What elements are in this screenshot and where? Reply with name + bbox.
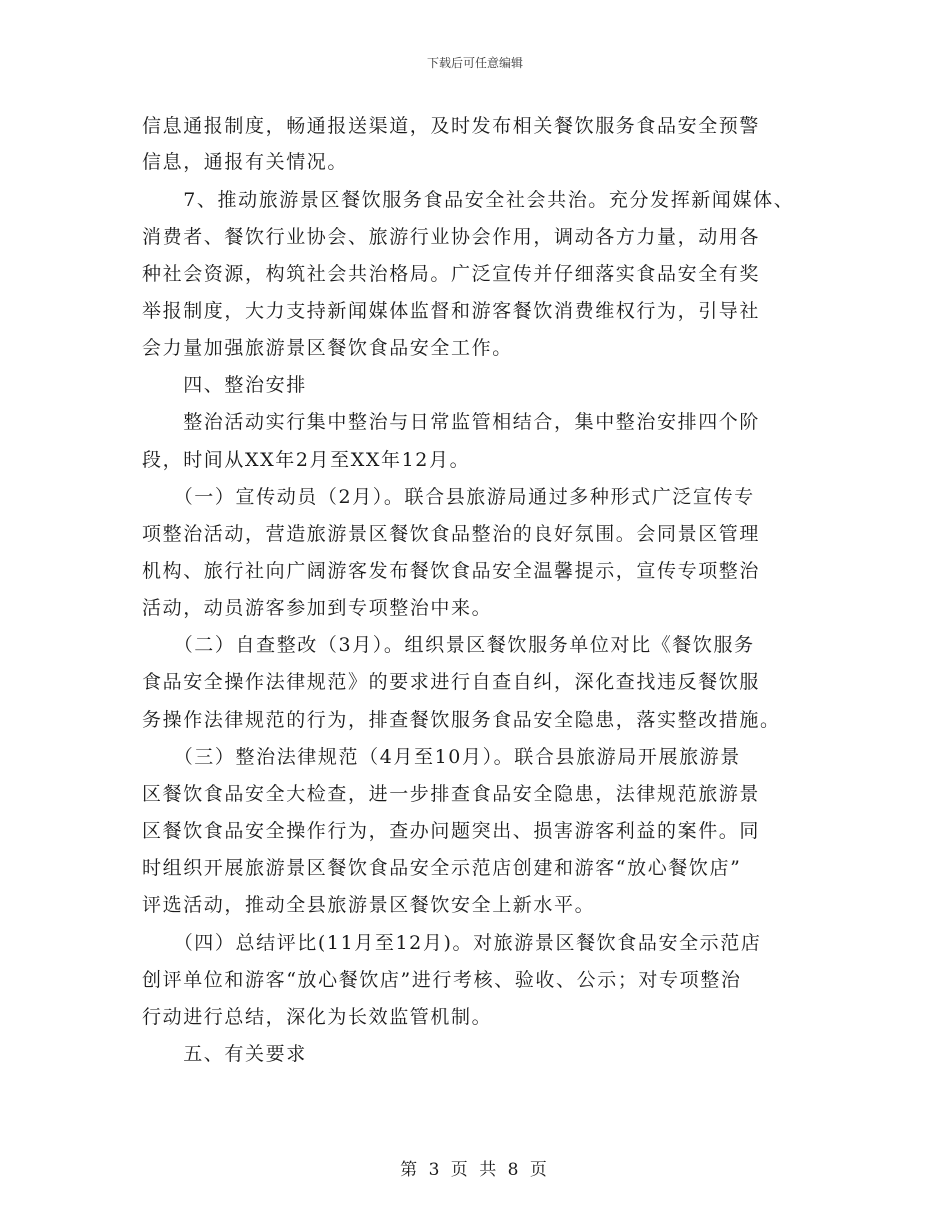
body-line: 项整治活动，营造旅游景区餐饮食品整治的良好氛围。会同景区管理 [142,523,761,545]
body-line: 7、推动旅游景区餐饮服务食品安全社会共治。充分发挥新闻媒体、 [142,189,795,211]
body-line: 整治活动实行集中整治与日常监管相结合，集中整治安排四个阶 [142,411,761,433]
body-line: 区餐饮食品安全操作行为，查办问题突出、损害游客利益的案件。同 [142,820,761,842]
section-heading: 四、整治安排 [142,374,307,396]
body-line: 区餐饮食品安全大检查，进一步排查食品安全隐患，法律规范旅游景 [142,783,761,805]
body-line: （四）总结评比(11月至12月)。对旅游景区餐饮食品安全示范店 [142,932,762,954]
body-line: 举报制度，大力支持新闻媒体监督和游客餐饮消费维权行为，引导社 [142,300,761,322]
body-line: 信息通报制度，畅通报送渠道，及时发布相关餐饮服务食品安全预警 [142,115,761,137]
page-number-footer: 第 3 页 共 8 页 [400,1160,550,1180]
body-line: 行动进行总结，深化为长效监管机制。 [142,1006,493,1028]
body-line: 机构、旅行社向广阔游客发布餐饮食品安全温馨提示，宣传专项整治 [142,560,761,582]
body-line: 食品安全操作法律规范》的要求进行自查自纠，深化查找违反餐饮服 [142,671,761,693]
body-line: （三）整治法律规范（4月至10月）。联合县旅游局开展旅游景 [142,746,741,768]
page-header: 下载后可任意编辑 [426,56,523,70]
body-line: 信息，通报有关情况。 [142,151,349,173]
body-line: 会力量加强旅游景区餐饮食品安全工作。 [142,337,513,359]
body-line: （一）宣传动员（2月）。联合县旅游局通过多种形式广泛宣传专 [142,486,755,508]
body-line: 种社会资源，构筑社会共治格局。广泛宣传并仔细落实食品安全有奖 [142,263,761,285]
body-line: 活动，动员游客参加到专项整治中来。 [142,597,493,619]
body-line: 时组织开展旅游景区餐饮食品安全示范店创建和游客“放心餐饮店” [142,857,742,879]
body-line: 评选活动，推动全县旅游景区餐饮安全上新水平。 [142,894,596,916]
body-line: 消费者、餐饮行业协会、旅游行业协会作用，调动各方力量，动用各 [142,226,761,248]
body-line: 务操作法律规范的行为，排查餐饮服务食品安全隐患，落实整改措施。 [142,709,781,731]
body-line: 段，时间从XX年2月至XX年12月。 [142,449,471,471]
section-heading: 五、有关要求 [142,1043,307,1065]
body-line: （二）自查整改（3月）。组织景区餐饮服务单位对比《餐饮服务 [142,634,755,656]
body-line: 创评单位和游客“放心餐饮店”进行考核、验收、公示；对专项整治 [142,969,742,991]
